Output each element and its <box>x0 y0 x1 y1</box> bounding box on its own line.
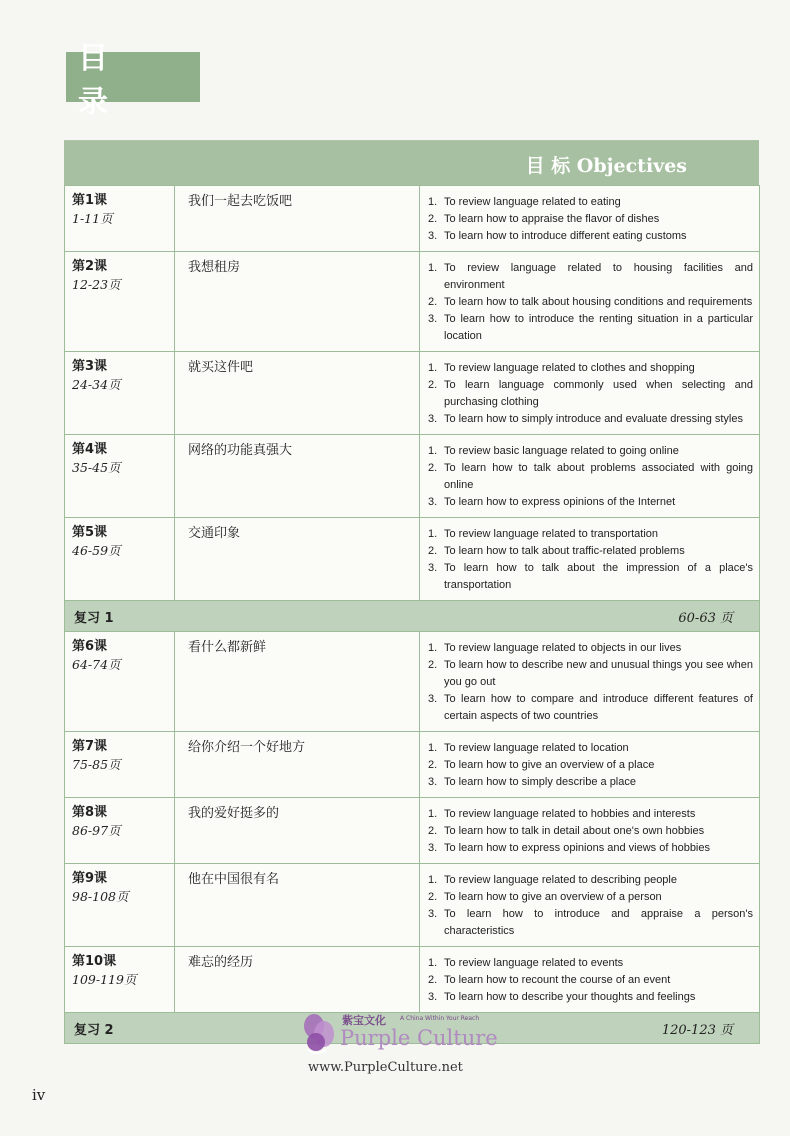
objective-text: To review language related to hobbies and interests <box>444 808 696 820</box>
lesson-row[interactable] <box>65 947 760 1013</box>
lesson-label: 第1课 <box>72 193 108 208</box>
page-number: iv <box>32 1086 46 1104</box>
lesson-row[interactable] <box>65 435 760 518</box>
lesson-title-cell <box>175 352 420 435</box>
lesson-objectives-cell <box>420 864 760 947</box>
objective-item <box>428 757 753 774</box>
toc-group-2 <box>65 632 760 1013</box>
objective-text: To review language related to objects in our lives <box>444 642 682 654</box>
lesson-label: 第2课 <box>72 259 108 274</box>
review-row-1[interactable] <box>65 601 760 632</box>
lesson-objectives-cell <box>420 186 760 252</box>
objective-number: 3. <box>428 776 438 788</box>
objective-number: 3. <box>428 496 438 508</box>
lesson-row[interactable] <box>65 518 760 601</box>
lesson-label: 第9课 <box>72 871 108 886</box>
objective-text: To learn how to express opinions and views of hobbies <box>444 842 710 854</box>
objective-text: To review basic language related to going online <box>444 445 679 457</box>
objective-text: To learn how to describe your thoughts and feelings <box>444 991 696 1003</box>
objective-number: 2. <box>428 891 438 903</box>
purple-culture-watermark <box>296 1010 506 1082</box>
lesson-pages: 86-97页 <box>72 823 121 838</box>
objective-item <box>428 411 753 428</box>
objectives-heading: 目 标 Objectives <box>525 155 687 177</box>
lesson-pages: 24-34页 <box>72 377 121 392</box>
lesson-row[interactable] <box>65 798 760 864</box>
lesson-row[interactable] <box>65 732 760 798</box>
objectives-list <box>420 352 759 434</box>
objective-item <box>428 228 753 245</box>
objective-number: 1. <box>428 262 438 274</box>
objective-item <box>428 194 753 211</box>
lesson-label: 第7课 <box>72 739 108 754</box>
review-pages: 120-123 页 <box>661 1022 733 1038</box>
objectives-list <box>420 435 759 517</box>
lesson-title[interactable]: 就买这件吧 <box>188 360 254 375</box>
review-label: 复习 1 <box>74 610 114 626</box>
objective-text: To learn how to express opinions of the Internet <box>444 496 676 508</box>
objective-text: To learn how to compare and introduce different features of certain aspects of two countries <box>444 693 753 722</box>
objective-item <box>428 211 753 228</box>
toc-table <box>64 185 760 1044</box>
objective-text: To learn how to describe new and unusual things you see when you go out <box>444 659 753 688</box>
lesson-label: 第6课 <box>72 639 108 654</box>
objective-number: 2. <box>428 974 438 986</box>
objective-text: To review language related to describing people <box>444 874 677 886</box>
objective-number: 3. <box>428 562 438 574</box>
objectives-list <box>420 798 759 863</box>
objective-number: 3. <box>428 413 438 425</box>
lesson-objectives-cell <box>420 252 760 352</box>
lesson-row[interactable] <box>65 632 760 732</box>
objectives-list <box>420 252 759 351</box>
lesson-row[interactable] <box>65 352 760 435</box>
lesson-title-cell <box>175 252 420 352</box>
lesson-title[interactable]: 网络的功能真强大 <box>188 443 293 458</box>
objective-number: 3. <box>428 313 438 325</box>
lesson-title-cell <box>175 947 420 1013</box>
objective-item <box>428 360 753 377</box>
objective-item <box>428 955 753 972</box>
lesson-title-cell <box>175 186 420 252</box>
watermark-url[interactable]: www.PurpleCulture.net <box>308 1060 463 1075</box>
objective-text: To review language related to housing facilities and environment <box>444 262 753 291</box>
lesson-number-cell <box>65 518 175 601</box>
objective-item <box>428 972 753 989</box>
review-label: 复习 2 <box>74 1022 114 1038</box>
objective-item <box>428 906 753 940</box>
objectives-list <box>420 186 759 251</box>
objective-item <box>428 460 753 494</box>
lesson-number-cell <box>65 732 175 798</box>
objective-number: 1. <box>428 528 438 540</box>
objective-item <box>428 740 753 757</box>
objective-text: To review language related to events <box>444 957 624 969</box>
objective-item <box>428 774 753 791</box>
objective-number: 2. <box>428 462 438 474</box>
objective-number: 2. <box>428 545 438 557</box>
objective-number: 3. <box>428 693 438 705</box>
objective-number: 2. <box>428 825 438 837</box>
objective-text: To learn how to introduce and appraise a person's characteristics <box>444 908 753 937</box>
objective-number: 1. <box>428 742 438 754</box>
lesson-title[interactable]: 我们一起去吃饭吧 <box>188 194 293 209</box>
lesson-pages: 64-74页 <box>72 657 121 672</box>
objective-item <box>428 494 753 511</box>
lesson-title[interactable]: 我的爱好挺多的 <box>188 806 280 821</box>
objective-item <box>428 823 753 840</box>
lesson-title-cell <box>175 632 420 732</box>
objective-item <box>428 872 753 889</box>
lesson-number-cell <box>65 252 175 352</box>
objectives-list <box>420 632 759 731</box>
lesson-title[interactable]: 他在中国很有名 <box>188 872 280 887</box>
lesson-objectives-cell <box>420 632 760 732</box>
objective-number: 2. <box>428 379 438 391</box>
lesson-pages: 75-85页 <box>72 757 121 772</box>
objectives-list <box>420 947 759 1012</box>
objective-text: To review language related to location <box>444 742 629 754</box>
watermark-brand-en: Purple Culture <box>340 1026 498 1050</box>
lesson-title-cell <box>175 798 420 864</box>
objective-item <box>428 657 753 691</box>
objective-text: To review language related to eating <box>444 196 621 208</box>
objective-text: To learn how to introduce the renting situation in a particular location <box>444 313 753 342</box>
objectives-list <box>420 732 759 797</box>
objective-text: To review language related to transportation <box>444 528 659 540</box>
objective-item <box>428 989 753 1006</box>
objective-item <box>428 260 753 294</box>
objective-item <box>428 311 753 345</box>
lesson-pages: 12-23页 <box>72 277 121 292</box>
lesson-number-cell <box>65 352 175 435</box>
objective-number: 1. <box>428 874 438 886</box>
objective-number: 1. <box>428 642 438 654</box>
lesson-label: 第5课 <box>72 525 108 540</box>
purple-culture-logo-icon <box>298 1012 338 1056</box>
objectives-header <box>64 140 759 186</box>
toc-group-1 <box>65 186 760 601</box>
lesson-number-cell <box>65 864 175 947</box>
lesson-number-cell <box>65 798 175 864</box>
lesson-row[interactable] <box>65 252 760 352</box>
objective-number: 3. <box>428 842 438 854</box>
objective-text: To learn how to talk about problems associated with going online <box>444 462 753 491</box>
objective-item <box>428 294 753 311</box>
objective-number: 1. <box>428 196 438 208</box>
objective-number: 3. <box>428 908 438 920</box>
objective-item <box>428 640 753 657</box>
lesson-label: 第3课 <box>72 359 108 374</box>
lesson-title[interactable]: 给你介绍一个好地方 <box>188 740 306 755</box>
watermark-brand-cn: 紫宝文化 <box>342 1014 386 1027</box>
objective-text: To review language related to clothes and shopping <box>444 362 695 374</box>
watermark-tagline: A China Within Your Reach <box>400 1015 480 1022</box>
objective-text: To learn how to introduce different eating customs <box>444 230 687 242</box>
lesson-pages: 109-119页 <box>72 972 137 987</box>
lesson-pages: 46-59页 <box>72 543 121 558</box>
lesson-label: 第8课 <box>72 805 108 820</box>
objective-number: 3. <box>428 230 438 242</box>
lesson-title[interactable]: 看什么都新鲜 <box>188 640 267 655</box>
objective-text: To learn how to talk about traffic-related problems <box>444 545 685 557</box>
lesson-number-cell <box>65 186 175 252</box>
lesson-title-cell <box>175 864 420 947</box>
objectives-list <box>420 518 759 600</box>
objective-number: 2. <box>428 759 438 771</box>
objective-item <box>428 443 753 460</box>
lesson-objectives-cell <box>420 947 760 1013</box>
lesson-title[interactable]: 我想租房 <box>188 260 241 275</box>
lesson-label: 第4课 <box>72 442 108 457</box>
lesson-title-cell <box>175 732 420 798</box>
lesson-pages: 1-11页 <box>72 211 113 226</box>
lesson-number-cell <box>65 632 175 732</box>
objective-text: To learn how to simply describe a place <box>444 776 636 788</box>
lesson-objectives-cell <box>420 798 760 864</box>
objective-text: To learn how to give an overview of a place <box>444 759 655 771</box>
objective-number: 1. <box>428 445 438 457</box>
objective-text: To learn language commonly used when selecting and purchasing clothing <box>444 379 753 408</box>
objective-text: To learn how to talk about the impression of a place's transportation <box>444 562 753 591</box>
objective-number: 2. <box>428 659 438 671</box>
lesson-row[interactable] <box>65 186 760 252</box>
lesson-pages: 98-108页 <box>72 889 129 904</box>
lesson-title-cell <box>175 435 420 518</box>
lesson-row[interactable] <box>65 864 760 947</box>
objective-number: 1. <box>428 362 438 374</box>
review-pages: 60-63 页 <box>678 610 733 626</box>
lesson-number-cell <box>65 435 175 518</box>
objective-text: To learn how to talk in detail about one's own hobbies <box>444 825 705 837</box>
objective-text: To learn how to recount the course of an event <box>444 974 671 986</box>
lesson-objectives-cell <box>420 732 760 798</box>
objective-number: 2. <box>428 296 438 308</box>
objective-number: 3. <box>428 991 438 1003</box>
lesson-pages: 35-45页 <box>72 460 121 475</box>
objective-text: To learn how to give an overview of a person <box>444 891 662 903</box>
objective-item <box>428 691 753 725</box>
objective-text: To learn how to talk about housing conditions and requirements <box>444 296 753 308</box>
lesson-label: 第10课 <box>72 954 117 969</box>
lesson-title[interactable]: 交通印象 <box>188 526 241 541</box>
objective-item <box>428 806 753 823</box>
objective-item <box>428 840 753 857</box>
objective-number: 1. <box>428 957 438 969</box>
objective-item <box>428 543 753 560</box>
lesson-objectives-cell <box>420 435 760 518</box>
lesson-number-cell <box>65 947 175 1013</box>
objective-number: 2. <box>428 213 438 225</box>
page-title: 目 录 <box>66 52 200 102</box>
objective-item <box>428 526 753 543</box>
objective-item <box>428 889 753 906</box>
objective-text: To learn how to appraise the flavor of dishes <box>444 213 660 225</box>
objective-text: To learn how to simply introduce and evaluate dressing styles <box>444 413 743 425</box>
objective-item <box>428 560 753 594</box>
lesson-objectives-cell <box>420 518 760 601</box>
objectives-list <box>420 864 759 946</box>
objective-number: 1. <box>428 808 438 820</box>
review-section-1 <box>65 601 760 632</box>
lesson-objectives-cell <box>420 352 760 435</box>
objective-item <box>428 377 753 411</box>
lesson-title[interactable]: 难忘的经历 <box>188 955 254 970</box>
lesson-title-cell <box>175 518 420 601</box>
